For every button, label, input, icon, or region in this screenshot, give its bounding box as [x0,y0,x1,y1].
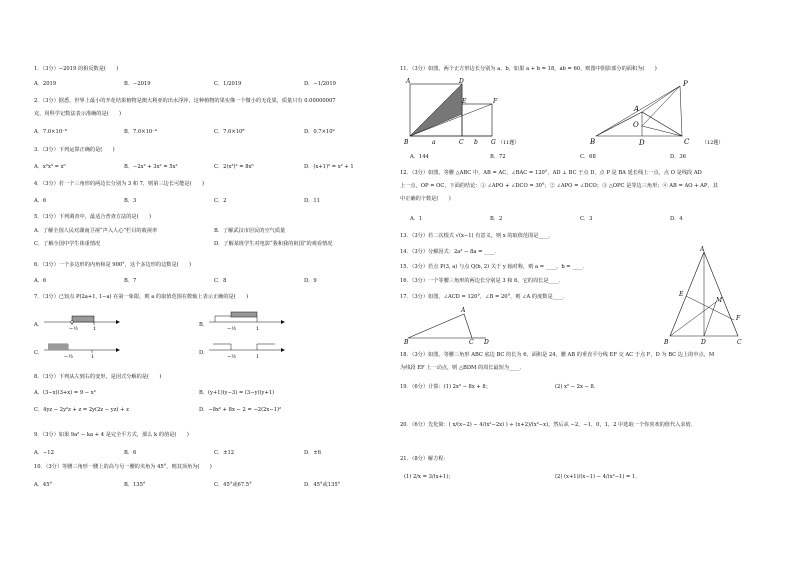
q8-option-a: A．(3−x)(3+x) = 9 − x² [34,390,96,396]
q19-part-2: (2) x² − 2x − 8． [555,384,600,390]
q18-label-c: C [737,339,742,346]
q7-c-tick-1: −½ [64,354,74,360]
q7-a-tick-1: −½ [69,326,79,332]
q4-option-d: D．11 [304,198,320,204]
q11-option-a: A．144 [410,154,429,160]
q1-option-b: B．−2019 [124,81,151,87]
q12-label-d: D [639,139,645,147]
q12-label-a: A [634,105,640,113]
q9-stem: 9．（3分）如果 9a² − ka + 4 是完全平方式，那么 k 的值是( ) [34,432,189,438]
q18-stem-1: 18．（3分）如图，等腰三角形 ABC 底边 BC 的长为 6，面积是 24，腰 AB 的垂直平分线 EF 交 AC 于点 F，D 为 BC 边上的中点，M [400,352,715,358]
q9-option-c: C．±12 [214,450,235,456]
q9-option-b: B．6 [124,450,137,456]
q5-option-d: D．了解某班学生对电影“我和我的祖国”的观看情况 [214,241,333,247]
q6-stem: 6．（3分）一个多边形的内角和是 900°，这个多边形的边数是( ) [34,262,192,268]
q16-stem: 16．（3分）一个等腰三角形的两边长分别是 3 和 6，它的周长是____． [400,278,565,284]
q1-option-d: D．−1/2019 [304,81,336,87]
q4-option-a: A．6 [34,198,47,204]
q3-option-a: A．x²x³ = x⁶ [34,164,66,170]
q7-number-line-c [44,334,124,367]
q18-label-d: D [701,339,706,346]
q7-d-tick-1: −½ [227,354,237,360]
q10-stem: 10．（3分）等腰三角形一腰上的高与另一腰的夹角为 45°，则其顶角为( ) [34,464,212,470]
q6-option-a: A．6 [34,278,47,284]
q18-label-f: F [736,315,741,322]
q5-option-c: C．了解全国中学生体重情况 [34,241,101,247]
q20-stem: 20．（6分）先化简：( x/(x−2) − 4/(x²−2x) ) ÷ (x+2)/(x²−x)，然后从 −2，−1，0，1，2 中选取一个你喜欢的值代入求值． [400,422,696,428]
q11-label-a-side: a [432,139,436,146]
q17-label-c: C [469,339,474,346]
q12-label-b: B [590,138,596,146]
q7-stem: 7．（3分）已知点 P(2a+1, 1−a) 在第一象限，则 a 的取值范围在数轴上表示正确的是( ) [34,294,249,300]
q7-option-d: D． [199,350,209,356]
q2-option-a: A．7.0×10⁻⁸ [34,129,67,135]
q5-stem: 5．（3分）下列调查中，最适合普查方法的是( ) [34,214,151,220]
q3-option-b: B．−2x² + 3x² = 5x² [124,164,178,170]
q3-stem: 3．（3分）下列运算正确的是( ) [34,147,115,153]
q15-stem: 15．（3分）若点 P(3, a) 与点 Q(b, 2) 关于 y 轴对称，则 a = ____，b = ____． [400,264,588,270]
q18-label-e: E [679,291,684,298]
q9-option-d: D．±6 [304,450,321,456]
q11-label-d: D [459,78,464,85]
q18-label-m: M [716,297,723,304]
q12-label-o: O [633,121,639,129]
q2-stem-2: 克，用科学记数法表示准确的是( ) [34,111,122,117]
q3-option-d: D．(x+1)² = x² + 1 [304,164,354,170]
q11-label-f: F [493,98,498,105]
q11-stem: 11．（3分）如图，两个正方形边长分别为 a，b，如果 a + b = 18，ab = 60，则图中阴影部分的面积为( ) [400,66,657,72]
q14-stem: 14．（3分）分解因式：2a³ − 8a = ____． [400,249,500,255]
q12-stem-2: 上一点，OP = OC，下面的结论：① ∠APO + ∠DCO = 30°；② ∠APO = ∠DCO；③ △OPC 是等边三角形；④ AB = AO + AP，其 [400,183,718,189]
q12-option-c: C．3 [580,216,593,222]
q21-part-2: (2) (x+1)/(x−1) − 4/(x²−1) = 1． [555,474,641,480]
q11-label-b: B [404,139,409,146]
q4-option-b: B．3 [124,198,137,204]
q7-b-tick-1: −½ [227,326,237,332]
q6-option-c: C．8 [214,278,227,284]
q5-option-b: B．了解武汉市居民的空气质量 [214,228,286,234]
q11-label-c: C [459,139,464,146]
q12-label-p: P [683,80,688,88]
q1-option-a: A．2019 [34,81,57,87]
q8-option-c: C．4yz − 2y²z + z = 2y(2z − yz) + z [34,407,129,413]
q11-label-b-side: b [474,139,478,146]
q18-figure [662,246,752,349]
q12-label-c: C [684,138,690,146]
q19-stem: 19．（6分）计算：(1) 2x³ − 8x + 8； [400,384,491,390]
q18-label-a: A [700,246,705,253]
q10-option-a: A．45° [34,482,53,488]
q12-option-d: D．4 [670,216,683,222]
q2-option-c: C．7.0×10⁸ [214,129,245,135]
q2-option-d: D．0.7×10⁹ [304,129,335,135]
q7-option-b: B． [199,322,208,328]
q17-label-d: D [484,339,489,346]
q9-option-a: A．−12 [34,450,54,456]
q12-caption: （12题） [702,140,724,146]
q7-option-c: C． [34,350,44,356]
q17-label-b: B [404,339,409,346]
q17-stem: 17．（3分）如图，∠ACD = 120°，∠B = 20°，则 ∠A 的度数是____． [400,294,569,300]
q7-c-tick-2: 1 [91,354,95,360]
q13-stem: 13．（3分）若二次根式 √(x−1) 有意义，则 x 的取值范围是____． [400,233,555,239]
q4-option-c: C．2 [214,198,227,204]
q11-caption: （11题） [498,140,520,146]
q12-figure [590,76,750,155]
q8-stem: 8．（3分）下列从左到右的变形，是因式分解的是( ) [34,374,162,380]
q2-stem-1: 2．（3分）据悉，世界上最小的开花结果植物是澳大利亚的出水浮萍，这种植物的果实像一个微小的无花果，质量只有 0.00000007 [34,98,336,104]
q11-option-b: B．72 [490,154,506,160]
q4-stem: 4．（3分）若一个三角形的两边长分别为 3 和 7，则第三边长可能是( ) [34,181,205,187]
q11-option-c: C．68 [580,154,596,160]
q10-option-c: C．45°或67.5° [214,482,252,488]
q11-option-d: D．36 [670,154,686,160]
q1-option-c: C．1/2019 [214,81,242,87]
q6-option-d: D．9 [304,278,317,284]
q6-option-b: B．7 [124,278,137,284]
q21-part-1: (1) 2/x = 3/(x+1)； [404,474,454,480]
q7-b-tick-2: 1 [256,326,260,332]
q17-label-a: A [461,307,466,314]
q21-stem: 21．（8分）解方程： [400,456,449,462]
q12-stem-1: 12．（3分）如图，等腰 △ABC 中，AB = AC，∠BAC = 120°，AD ⊥ BC 于点 D，点 P 是 BA 延长线上一点，点 O 是线段 AD [400,170,702,176]
q7-a-tick-2: 1 [93,326,97,332]
q17-figure [404,304,494,347]
q7-number-line-d [209,334,289,367]
q10-option-b: B．135° [124,482,146,488]
q3-option-c: C．2(x³)² = 8x⁶ [214,164,254,170]
q7-d-tick-2: 1 [256,354,260,360]
q11-label-a: A [406,78,411,85]
q8-option-b: B．(y+1)(y−3) = (3−y)(y+1) [199,390,275,396]
q1-stem: 1．（3分）−2019 的相反数是( ) [34,66,119,72]
q18-stem-2: 为线段 EF 上一动点，则 △BDM 的周长最短为____． [400,365,525,371]
q2-option-b: B．7.0×10⁻⁹ [124,129,158,135]
q12-option-b: B．2 [490,216,503,222]
q18-label-b: B [664,339,669,346]
q11-figure [404,78,520,157]
q11-label-g: G [491,139,496,146]
q12-stem-3: 中正确的个数是( ) [400,196,451,202]
q11-label-e: E [462,98,467,105]
q12-option-a: A．1 [410,216,423,222]
q7-option-a: A． [34,322,43,328]
q10-option-d: D．45°或135° [304,482,341,488]
q8-option-d: D．−8x² + 8x − 2 = −2(2x−1)² [199,407,282,413]
q5-option-a: A．了解全国人民对湖南卫视“声入人心”栏目的收视率 [34,228,158,234]
